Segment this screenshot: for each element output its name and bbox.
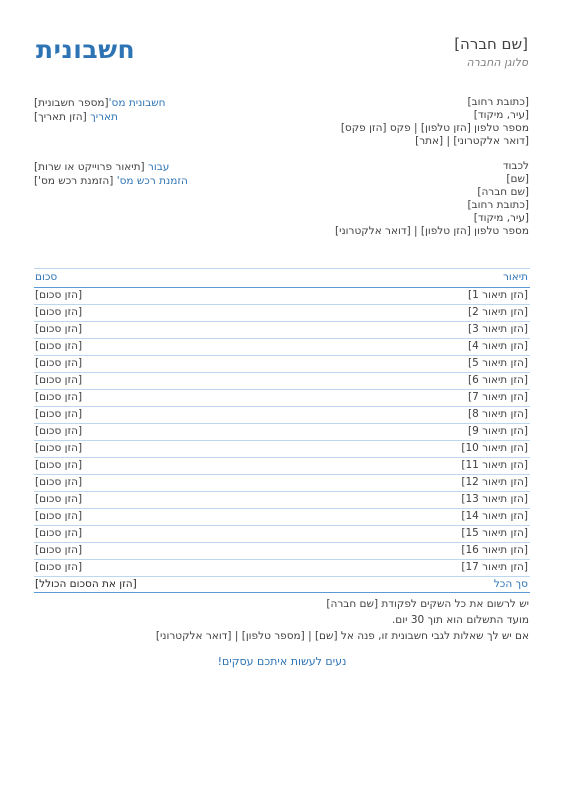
row-description: [הזן תיאור 6] bbox=[468, 374, 528, 386]
purchase-order-label: הזמנת רכש מס' bbox=[116, 175, 188, 187]
invoice-date-value: [הזן תאריך] bbox=[34, 111, 87, 123]
sender-city: [עיר, מיקוד] bbox=[473, 109, 529, 121]
row-amount: [הזן סכום] bbox=[35, 425, 83, 437]
row-description: [הזן תיאור 13] bbox=[461, 493, 528, 505]
table-row bbox=[34, 288, 530, 305]
row-description: [הזן תיאור 15] bbox=[461, 527, 528, 539]
project-for-line bbox=[34, 160, 188, 174]
invoice-title: חשבונית bbox=[36, 35, 136, 64]
sender-street: [כתובת רחוב] bbox=[467, 96, 529, 108]
payment-note-terms: מועד התשלום הוא תוך 30 יום. bbox=[391, 614, 529, 626]
recipient-city: [עיר, מיקוד] bbox=[473, 212, 529, 224]
row-amount: [הזן סכום] bbox=[35, 306, 83, 318]
row-amount: [הזן סכום] bbox=[35, 493, 83, 505]
table-row bbox=[34, 492, 530, 509]
recipient-company: [שם חברה] bbox=[477, 186, 529, 198]
table-row bbox=[34, 407, 530, 424]
row-amount: [הזן סכום] bbox=[35, 323, 83, 335]
sender-email-web: [דואר אלקטרוני] | [אתר] bbox=[415, 135, 529, 147]
row-description: [הזן תיאור 5] bbox=[468, 357, 528, 369]
row-amount: [הזן סכום] bbox=[35, 544, 83, 556]
table-header bbox=[34, 268, 530, 288]
table-row bbox=[34, 475, 530, 492]
column-header-description: תיאור bbox=[502, 271, 528, 283]
row-description: [הזן תיאור 1] bbox=[468, 289, 528, 301]
row-amount: [הזן סכום] bbox=[35, 374, 83, 386]
purchase-order-line bbox=[34, 174, 188, 188]
purchase-order-value: [הזמנת רכש מס'] bbox=[34, 175, 114, 187]
project-block bbox=[34, 160, 188, 188]
row-description: [הזן תיאור 11] bbox=[461, 459, 528, 471]
table-row bbox=[34, 305, 530, 322]
thank-you-message: נעים לעשות איתכם עסקים! bbox=[217, 655, 347, 668]
line-items-table bbox=[34, 268, 530, 593]
table-row bbox=[34, 339, 530, 356]
row-amount: [הזן סכום] bbox=[35, 340, 83, 352]
table-row bbox=[34, 509, 530, 526]
row-description: [הזן תיאור 17] bbox=[461, 561, 528, 573]
row-description: [הזן תיאור 9] bbox=[468, 425, 528, 437]
total-label: סך הכל bbox=[493, 578, 528, 590]
row-amount: [הזן סכום] bbox=[35, 442, 83, 454]
table-row bbox=[34, 543, 530, 560]
recipient-contact: מספר טלפון [הזן טלפון] | [דואר אלקטרוני] bbox=[335, 225, 529, 237]
table-row bbox=[34, 424, 530, 441]
row-amount: [הזן סכום] bbox=[35, 459, 83, 471]
invoice-info-block bbox=[34, 96, 166, 124]
table-row bbox=[34, 560, 530, 577]
company-slogan: סלוגן החברה bbox=[466, 56, 528, 69]
row-description: [הזן תיאור 4] bbox=[468, 340, 528, 352]
row-amount: [הזן סכום] bbox=[35, 357, 83, 369]
project-for-value: [תיאור פרוייקט או שרות] bbox=[34, 161, 145, 173]
row-description: [הזן תיאור 14] bbox=[461, 510, 528, 522]
table-row bbox=[34, 373, 530, 390]
invoice-number-label: חשבונית מס' bbox=[108, 97, 166, 109]
invoice-date-label: תאריך bbox=[90, 111, 118, 123]
total-value: [הזן את הסכום הכולל] bbox=[35, 578, 137, 590]
recipient-name: [שם] bbox=[506, 173, 529, 185]
row-amount: [הזן סכום] bbox=[35, 510, 83, 522]
row-description: [הזן תיאור 12] bbox=[461, 476, 528, 488]
sender-address-block bbox=[341, 96, 529, 148]
row-description: [הזן תיאור 7] bbox=[468, 391, 528, 403]
sender-phone-fax: מספר טלפון [הזן טלפון] | פקס [הזן פקס] bbox=[340, 122, 529, 134]
table-row bbox=[34, 390, 530, 407]
row-amount: [הזן סכום] bbox=[35, 527, 83, 539]
table-row bbox=[34, 526, 530, 543]
project-for-label: עבור bbox=[147, 161, 170, 173]
row-description: [הזן תיאור 3] bbox=[468, 323, 528, 335]
payment-note-contact: אם יש לך שאלות לגבי חשבונית זו, פנה אל [שם] | [מספר טלפון] | [דואר אלקטרוני] bbox=[155, 630, 529, 642]
row-amount: [הזן סכום] bbox=[35, 476, 83, 488]
row-description: [הזן תיאור 8] bbox=[468, 408, 528, 420]
invoice-date-line bbox=[34, 110, 166, 124]
payment-note-checks: יש לרשום את כל השקים לפקודת [שם חברה] bbox=[326, 598, 529, 610]
company-name: [שם חברה] bbox=[454, 35, 528, 53]
column-header-amount: סכום bbox=[35, 271, 58, 283]
recipient-street: [כתובת רחוב] bbox=[467, 199, 529, 211]
row-amount: [הזן סכום] bbox=[35, 391, 83, 403]
table-body bbox=[34, 288, 530, 577]
row-amount: [הזן סכום] bbox=[35, 408, 83, 420]
table-row bbox=[34, 458, 530, 475]
table-row bbox=[34, 441, 530, 458]
total-row bbox=[34, 577, 530, 593]
row-description: [הזן תיאור 16] bbox=[461, 544, 528, 556]
table-row bbox=[34, 356, 530, 373]
row-amount: [הזן סכום] bbox=[35, 561, 83, 573]
recipient-to-label: לכבוד bbox=[502, 160, 529, 172]
row-description: [הזן תיאור 2] bbox=[468, 306, 528, 318]
payment-notes bbox=[156, 596, 529, 644]
invoice-number-line bbox=[34, 96, 166, 110]
row-amount: [הזן סכום] bbox=[35, 289, 83, 301]
invoice-number-value: [מספר חשבונית] bbox=[34, 97, 109, 109]
table-row bbox=[34, 322, 530, 339]
recipient-block bbox=[335, 160, 529, 238]
row-description: [הזן תיאור 10] bbox=[461, 442, 528, 454]
